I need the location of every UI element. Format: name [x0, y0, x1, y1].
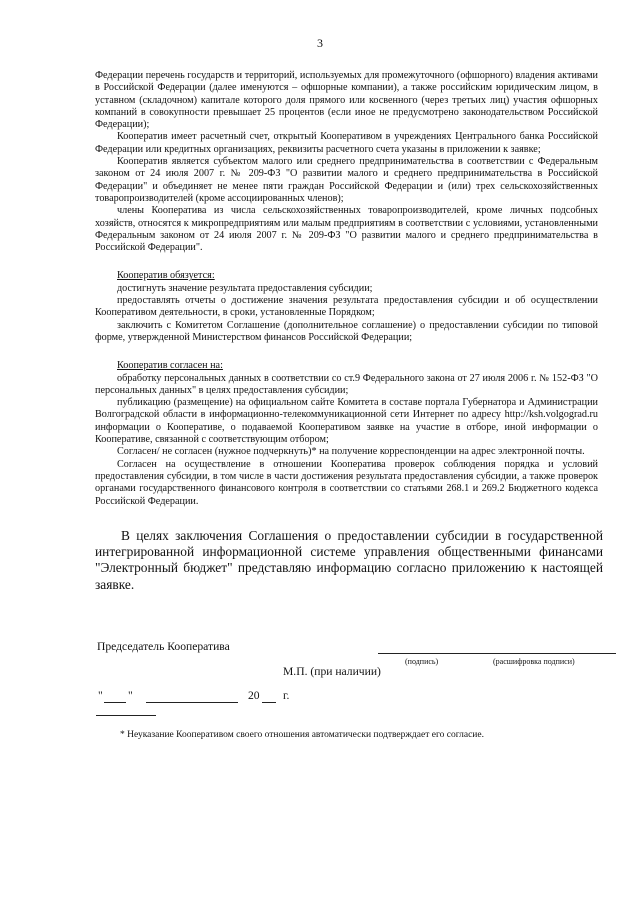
intro-paragraph-1: Федерации перечень государств и территорий, используемых для промежуточного (офшорного) владения активами в Российской Федерации (далее именуются – офшорные компании), а также российским юридическим лицом, в уставном (складочном) капитале которого доля прямого или косвенного (через третьих лиц) участия офшорных компаний в совокупности превышает 25 процентов (если иное не предусмотрено законодательством Российской Федерации);: [95, 70, 598, 131]
footnote-separator: [96, 715, 156, 716]
month-line: [146, 702, 238, 703]
day-line: [104, 702, 126, 703]
consent-item-1: обработку персональных данных в соответствии со ст.9 Федерального закона от 27 июля 2006 г. № 152-ФЗ "О персональных данных" в целях предоставления субсидии;: [95, 372, 598, 396]
page-number: 3: [317, 36, 323, 50]
year-prefix: 20: [248, 689, 260, 702]
consents-heading: Кооператив согласен на:: [117, 360, 223, 372]
consent-item-4: Согласен на осуществление в отношении Кооператива проверок соблюдения порядка и условий предоставления субсидии, в том числе в части достижения результата предоставления субсидии, а также проверок органами государственного финансового контроля в соответствии со статьями 268.1 и 269.2 Бюджетного кодекса Российской Федерации.: [95, 458, 598, 507]
intro-paragraph-4: члены Кооператива из числа сельскохозяйственных товаропроизводителей, кроме личных подсобных хозяйств, относятся к микропредприятиям или малым предприятиям в соответствии с условиями, установленными Федеральным законом от 24 июля 2007 г. № 209-ФЗ "О развитии малого и среднего предпринимательства в Российской Федерации".: [95, 205, 598, 254]
date-close-quote: ": [128, 689, 133, 702]
footnote: * Неуказание Кооперативом своего отношения автоматически подтверждает его согласие.: [120, 730, 484, 740]
obligations-heading: Кооператив обязуется:: [117, 270, 215, 282]
document-body: [95, 70, 598, 508]
obligation-item-1: достигнуть значение результата предоставления субсидии;: [117, 282, 373, 294]
intro-paragraph-2: Кооператив имеет расчетный счет, открытый Кооперативом в учреждениях Центрального банка Российской Федерации или кредитных организациях, реквизиты расчетного счета указаны в приложении к заявке;: [95, 131, 598, 155]
year-line: [262, 702, 276, 703]
consent-item-2: публикацию (размещение) на официальном сайте Комитета в составе портала Губернатора и Администрации Волгоградской области в информационно-телекоммуникационной сети Интернет по адресу http://ksh.volgograd.ru информации о Кооперативе, о подаваемой Кооперативом заявке на участие в отборе, иной информации о Кооперативе, связанной с соответствующим отбором;: [95, 397, 598, 446]
name-decode-caption: (расшифровка подписи): [493, 657, 575, 666]
budget-statement: В целях заключения Соглашения о предоставлении субсидии в государственной интегрированной информационной системе управления общественными финансами "Электронный бюджет" представляю информацию согласно приложению к настоящей заявке.: [95, 528, 603, 592]
chairman-label: Председатель Кооператива: [97, 640, 230, 653]
date-open-quote: ": [98, 689, 103, 702]
obligation-item-3: заключить с Комитетом Соглашение (дополнительное соглашение) о предоставлении субсидии по типовой форме, утвержденной Министерством финансов Российской Федерации;: [95, 319, 598, 343]
signature-caption: (подпись): [405, 657, 439, 666]
signature-line: [378, 653, 616, 654]
obligation-item-2: предоставлять отчеты о достижение значения результата предоставления субсидии и об осуществлении Кооперативом деятельности, в сроки, установленные Порядком;: [95, 295, 598, 319]
consent-item-3: Согласен/ не согласен (нужное подчеркнуть)* на получение корреспонденции на адрес электронной почты.: [117, 446, 585, 458]
stamp-label: М.П. (при наличии): [283, 665, 381, 678]
year-suffix: г.: [283, 689, 290, 702]
intro-paragraph-3: Кооператив является субъектом малого или среднего предпринимательства в соответствии с Федеральным законом от 24 июля 2007 г. № 209-ФЗ "О развитии малого и среднего предпринимательства в Российской Федерации" и объединяет не менее пяти граждан Российской Федерации и (или) трех сельскохозяйственных товаропроизводителей (кроме ассоциированных членов);: [95, 156, 598, 204]
